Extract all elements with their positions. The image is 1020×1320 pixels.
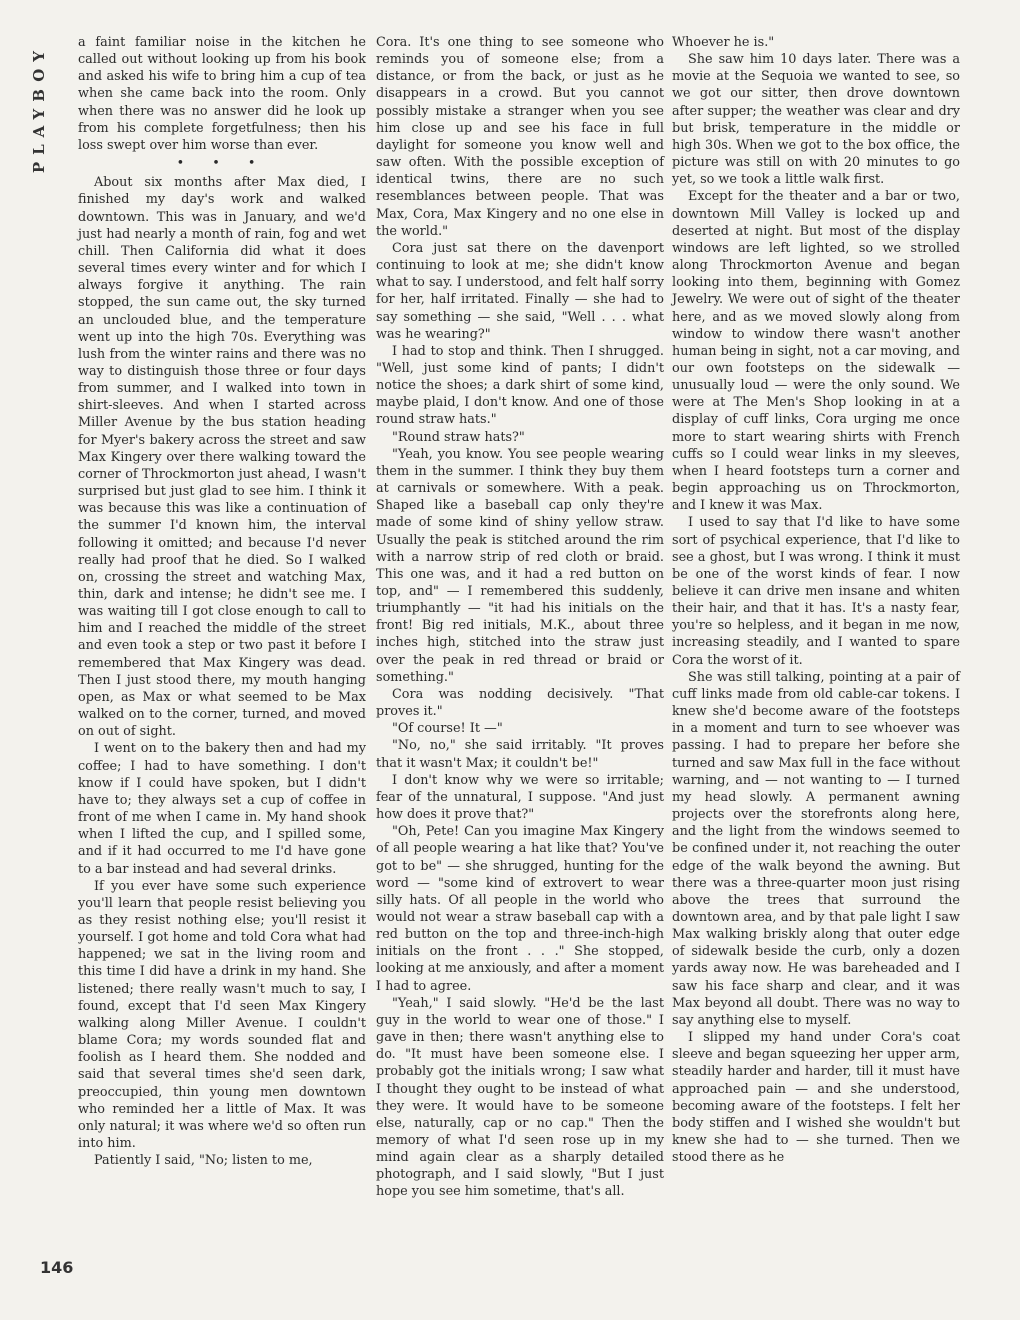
running-head: PLAYBOY (30, 44, 48, 174)
paragraph: About six months after Max died, I finished my day's work and walked downtown. This was in January, and we'd just had nearly a month of rain, fog and wet chill. Then California did what it does several times every winter and for which I always forgive it anything. The rain stopped, the sun came out, the sky turned an unclouded blue, and the temperature went up into the high 70s. Everything was lush from the winter rains and there was no way to distinguish those three or four days from summer, and I walked into town in shirt-sleeves. And when I started across Miller Avenue by the bus station heading for Myer's bakery across the street and saw Max Kingery over there walking toward the corner of Throckmorton just ahead, I wasn't surprised but just glad to see him. I think it was because this was like a continuation of the summer I'd known him, the interval following it omitted; and because I'd never really had proof that he died. So I walked on, crossing the street and watching Max, thin, dark and intense; he didn't see me. I was waiting till I got close enough to call to him and I reached the middle of the street and even took a step or two past it before I remembered that Max Kingery was dead. Then I just stood there, my mouth hanging open, as Max or what seemed to be Max walked on to the corner, turned, and moved on out of sight. (78, 175, 366, 740)
paragraph: "Yeah," I said slowly. "He'd be the last guy in the world to wear one of those." I gave in then; there wasn't anything else to do. "It must have been someone else. I probably got the initials wrong; I saw what I thought they ought to be instead of what they were. It would have to be someone else, naturally, cap or no cap." Then the memory of what I'd seen rose up in my mind again clear as a sharply detailed photograph, and I said slowly, "But I just hope you see him sometime, that's all. (376, 995, 664, 1200)
paragraph: "Oh, Pete! Can you imagine Max Kingery of all people wearing a hat like that? You've got to be" — she shrugged, hunting for the word — "some kind of extrovert to wear silly hats. Of all people in the world who would not wear a straw baseball cap with a red button on the top and three-inch-high initials on the front . . ." She stopped, looking at me anxiously, and after a moment I had to agree. (376, 824, 664, 994)
paragraph: Cora was nodding decisively. "That proves it." (376, 686, 664, 720)
page-number: 146 (40, 1258, 74, 1277)
paragraph: I slipped my hand under Cora's coat sleeve and began squeezing her upper arm, steadily harder and harder, till it must have approached pain — and she understood, becoming aware of the footsteps. I felt her body stiffen and I wished she wouldn't but knew she had to — she turned. Then we stood there as he (672, 1030, 960, 1166)
paragraph: a faint familiar noise in the kitchen he called out without looking up from his book and asked his wife to bring him a cup of tea when she came back into the room. Only when there was no answer did he look up from his complete forgetfulness; then his loss swept over him worse than ever. (78, 35, 366, 153)
section-break: • • • (176, 156, 268, 172)
paragraph: Cora just sat there on the davenport continuing to look at me; she didn't know what to say. I understood, and felt half sorry for her, half irritated. Finally — she had to say something — she said, "Well . . . what was he wearing?" (376, 240, 664, 342)
paragraph: Except for the theater and a bar or two, downtown Mill Valley is locked up and deserted at night. But most of the display windows are left lighted, so we strolled along Throckmorton Avenue and began looking into them, beginning with Gomez Jewelry. We were out of sight of the theater here, and as we moved slowly along from window to window there wasn't another human being in sight, not a car moving, and our own footsteps on the sidewalk — unusually loud — were the only sound. We were at The Men's Shop looking in at a display of cuff links, Cora urging me once more to start wearing shirts with French cuffs so I could wear links in my sleeves, when I heard footsteps turn a corner and begin approaching us on Throckmorton, and I knew it was Max. (672, 189, 960, 514)
paragraph: "Round straw hats?" (392, 429, 525, 445)
paragraph: I had to stop and think. Then I shrugged. "Well, just some kind of pants; I didn't notice the shoes; a dark shirt of some kind, maybe plaid, I don't know. And one of those round straw hats." (376, 343, 664, 428)
paragraph: She saw him 10 days later. There was a movie at the Sequoia we wanted to see, so we got our sitter, then drove downtown after supper; the weather was clear and dry but brisk, temperature in the middle or high 30s. When we got to the box office, the picture was still on with 20 minutes to go yet, so we took a little walk first. (672, 52, 960, 188)
text-column-2 (376, 34, 664, 1201)
text-column-3 (672, 34, 960, 1166)
paragraph: "No, no," she said irritably. "It proves that it wasn't Max; it couldn't be!" (376, 738, 664, 771)
paragraph: Cora. It's one thing to see someone who reminds you of someone else; from a distance, or from the back, or just as he disappears in a crowd. But you cannot possibly mistake a stranger when you see him close up and see his face in full daylight for someone you know well and saw often. With the possible exception of identical twins, there are no such resemblances between people. That was Max, Cora, Max Kingery and no one else in the world." (376, 35, 664, 239)
paragraph: "Yeah, you know. You see people wearing them in the summer. I think they buy them at carnivals or somewhere. With a peak. Shaped like a baseball cap only they're made of some kind of shiny yellow straw. Usually the peak is stitched around the rim with a narrow strip of red cloth or braid. This one was, and it had a red button on top, and" — I remembered this suddenly, triumphantly — "it had his initials on the front! Big red initials, M.K., about three inches high, stitched into the straw just over the peak in red thread or braid or something." (376, 446, 664, 685)
paragraph: "Of course! It —" (392, 721, 503, 737)
paragraph: Whoever he is." (672, 35, 775, 50)
paragraph: I don't know why we were so irritable; fear of the unnatural, I suppose. "And just how does it prove that?" (376, 772, 664, 823)
text-column-1 (78, 34, 366, 1169)
paragraph: If you ever have some such experience you'll learn that people resist believing you as they resist nothing else; you'll resist it yourself. I got home and told Cora what had happened; we sat in the living room and this time I did have a drink in my hand. She listened; there really wasn't much to say, I found, except that I'd seen Max Kingery walking along Miller Avenue. I couldn't blame Cora; my words sounded flat and foolish as I heard them. She nodded and said that several times she'd seen dark, preoccupied, thin young men downtown who reminded her a little of Max. It was only natural; it was where we'd so often run into him. (78, 878, 366, 1151)
paragraph: She was still talking, pointing at a pair of cuff links made from old cable-car tokens. I knew she'd become aware of the footsteps in a moment and turn to see whoever was passing. I had to prepare her before she turned and saw Max full in the face without warning, and — not wanting to — I turned my head slowly. A permanent awning projects over the storefronts along here, and the light from the windows seemed to be confined under it, not reaching the outer edge of the walk beyond the awning. But there was a three-quarter moon just rising above the trees that surround the downtown area, and by that pale light I saw Max walking briskly along that outer edge of sidewalk beside the curb, only a dozen yards away now. He was bareheaded and I saw his face sharp and clear, and it was Max beyond all doubt. There was no way to say anything else to myself. (672, 669, 960, 1028)
paragraph: Patiently I said, "No; listen to me, (94, 1153, 313, 1169)
paragraph: I went on to the bakery then and had my coffee; I had to have something. I don't know if I could have spoken, but I didn't have to; they always set a cup of coffee in front of me when I came in. My hand shook when I lifted the cup, and I spilled some, and if it had occurred to me I'd have gone to a bar instead and had several drinks. (78, 741, 366, 877)
paragraph: I used to say that I'd like to have some sort of psychical experience, that I'd like to see a ghost, but I was wrong. I think it must be one of the worst kinds of fear. I now believe it can drive men insane and whiten their hair, and that it has. It's a nasty fear, you're so helpless, and it began in me now, increasing steadily, and I wanted to spare Cora the worst of it. (672, 515, 960, 668)
